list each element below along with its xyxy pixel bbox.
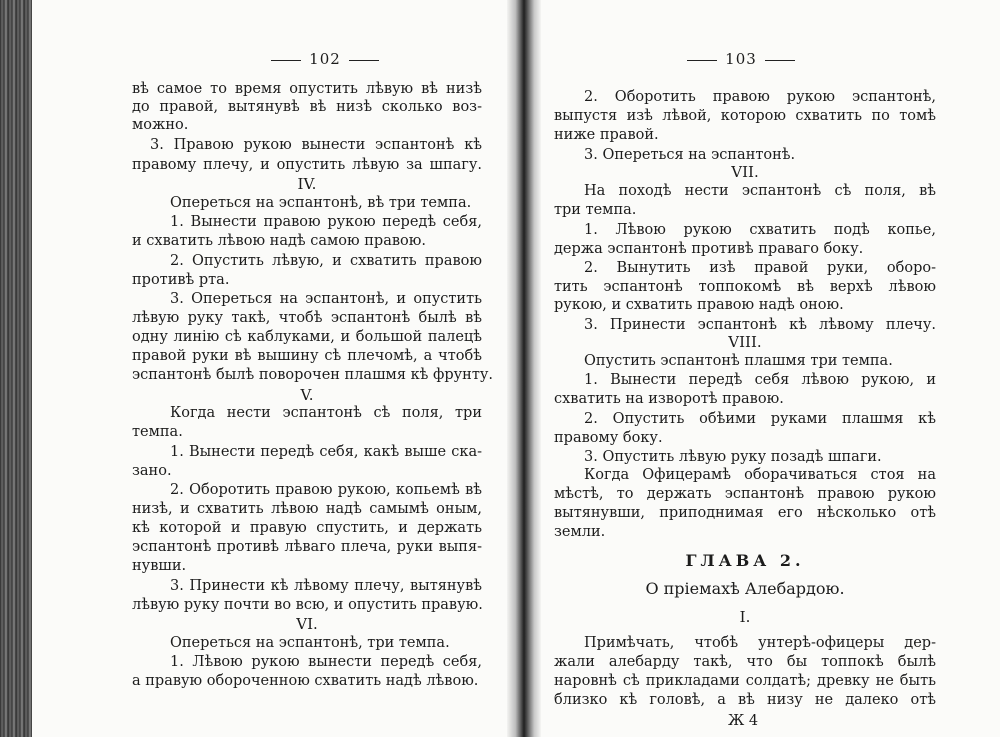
text-line: наровнѣ сѣ прикладами солдатѣ; древку не быть xyxy=(554,673,936,689)
text-line: ниже правой. xyxy=(554,127,659,143)
text-line: зано. xyxy=(132,463,172,479)
text-line: 2. Опустить лѣвую, и схватить правою xyxy=(170,253,482,269)
section-numeral: VII. xyxy=(731,163,759,181)
text-line: 1. Лѣвою рукою вынести передѣ себя, xyxy=(170,654,482,670)
text-line: нувши. xyxy=(132,558,187,574)
text-line: выпустя изѣ лѣвой, которою схватить по томѣ xyxy=(554,108,936,124)
text-line: Примѣчать, чтобѣ унтерѣ-офицеры дер- xyxy=(584,635,936,651)
text-line: вѣ самое то время опустить лѣвую вѣ низѣ xyxy=(132,81,482,97)
text-line: противѣ рта. xyxy=(132,272,230,288)
text-line: Опереться на эспантонѣ, три темпа. xyxy=(170,635,450,651)
book-gutter xyxy=(507,0,541,737)
text-line: держа эспантонѣ противѣ праваго боку. xyxy=(554,241,864,257)
text-line: 1. Лѣвою рукою схватить подѣ копье, xyxy=(584,222,936,238)
left-page xyxy=(40,0,505,737)
text-line: 3. Принести кѣ лѣвому плечу, вытянувѣ xyxy=(170,578,482,594)
text-line: 2. Оборотить правою рукою эспантонѣ, xyxy=(584,89,936,105)
text-line: Когда нести эспантонѣ сѣ поля, три xyxy=(170,405,482,421)
text-line: схватить на изворотѣ правою. xyxy=(554,391,784,407)
book-binding-edge xyxy=(0,0,32,737)
text-line: три темпа. xyxy=(554,202,637,218)
text-line: 3. Правою рукою вынести эспантонѣ кѣ xyxy=(150,137,482,153)
text-line: 1. Вынести правою рукою передѣ себя, xyxy=(170,214,482,230)
text-line: тить эспантонѣ топпокомѣ вѣ верхѣ лѣвою xyxy=(554,279,936,295)
text-line: 2. Вынутить изѣ правой руки, оборо- xyxy=(584,260,936,276)
text-line: одну линію сѣ каблуками, и большой палецѣ xyxy=(132,329,482,345)
section-numeral: VI. xyxy=(296,615,318,633)
text-line: правому боку. xyxy=(554,430,663,446)
text-line: 3. Опереться на эспантонѣ, и опустить xyxy=(170,291,482,307)
section-numeral: V. xyxy=(300,386,314,404)
text-line: можно. xyxy=(132,117,189,133)
text-line: темпа. xyxy=(132,424,183,440)
signature-mark: Ж 4 xyxy=(728,713,759,729)
text-line: и схватить лѣвою надѣ самою правою. xyxy=(132,233,426,249)
text-line: 3. Принести эспантонѣ кѣ лѣвому плечу. xyxy=(584,317,936,333)
text-line: 2. Оборотить правою рукою, копьемѣ вѣ xyxy=(170,482,482,498)
text-line: 3. Опустить лѣвую руку позадѣ шпаги. xyxy=(584,449,882,465)
text-line: эспантонѣ противѣ лѣваго плеча, руки выпя- xyxy=(132,539,482,555)
text-line: правой руки вѣ вышину сѣ плечомѣ, а чтобѣ xyxy=(132,348,482,364)
text-line: низѣ, и схватить лѣвою надѣ самымѣ оным, xyxy=(132,501,482,517)
text-line: На походѣ нести эспантонѣ сѣ поля, вѣ xyxy=(584,183,936,199)
text-line: правому плечу, и опустить лѣвую за шпагу. xyxy=(132,157,482,173)
text-line: а правую обороченною схватить надѣ лѣвою. xyxy=(132,673,479,689)
page-number-right: 103 xyxy=(676,50,806,68)
text-line: лѣвую руку такѣ, чтобѣ эспантонѣ былѣ вѣ xyxy=(132,310,482,326)
text-line: 2. Опустить обѣими руками плашмя кѣ xyxy=(584,411,936,427)
text-line: мѣстѣ, то держать эспантонѣ правою рукою xyxy=(554,486,936,502)
text-line: кѣ которой и правую спустить, и держать xyxy=(132,520,482,536)
text-line: близко кѣ головѣ, а вѣ низу не далеко отѣ xyxy=(554,692,936,708)
section-numeral: VIII. xyxy=(728,333,762,351)
text-line: вытянувши, приподнимая его нѣсколько отѣ xyxy=(554,505,936,521)
text-line: Опустить эспантонѣ плашмя три темпа. xyxy=(584,353,893,369)
page-number-left: 102 xyxy=(260,50,390,68)
text-line: до правой, вытянувѣ вѣ низѣ сколько воз- xyxy=(132,99,482,115)
text-line: лѣвую руку почти во всю, и опустить правую. xyxy=(132,597,483,613)
text-line: рукою, и схватить правою надѣ оною. xyxy=(554,297,844,313)
text-line: жали алебарду такѣ, что бы топпокѣ былѣ xyxy=(554,654,936,670)
text-line: 1. Вынести передѣ себя лѣвою рукою, и xyxy=(584,372,936,388)
chapter-subheading: О пріемахѣ Алебардою. xyxy=(645,579,845,598)
text-line: эспантонѣ былѣ поворочен плашмя кѣ фрунту. xyxy=(132,367,493,383)
text-line: земли. xyxy=(554,524,606,540)
section-numeral: IV. xyxy=(297,175,317,193)
text-line: 3. Опереться на эспантонѣ. xyxy=(584,147,796,163)
text-line: Опереться на эспантонѣ, вѣ три темпа. xyxy=(170,195,472,211)
text-line: 1. Вынести передѣ себя, какѣ выше ска- xyxy=(170,444,482,460)
right-page xyxy=(548,0,1000,737)
section-numeral: I. xyxy=(739,608,751,626)
chapter-heading: ГЛАВА 2. xyxy=(685,551,805,570)
text-line: Когда Офицерамѣ оборачиваться стоя на xyxy=(584,467,936,483)
